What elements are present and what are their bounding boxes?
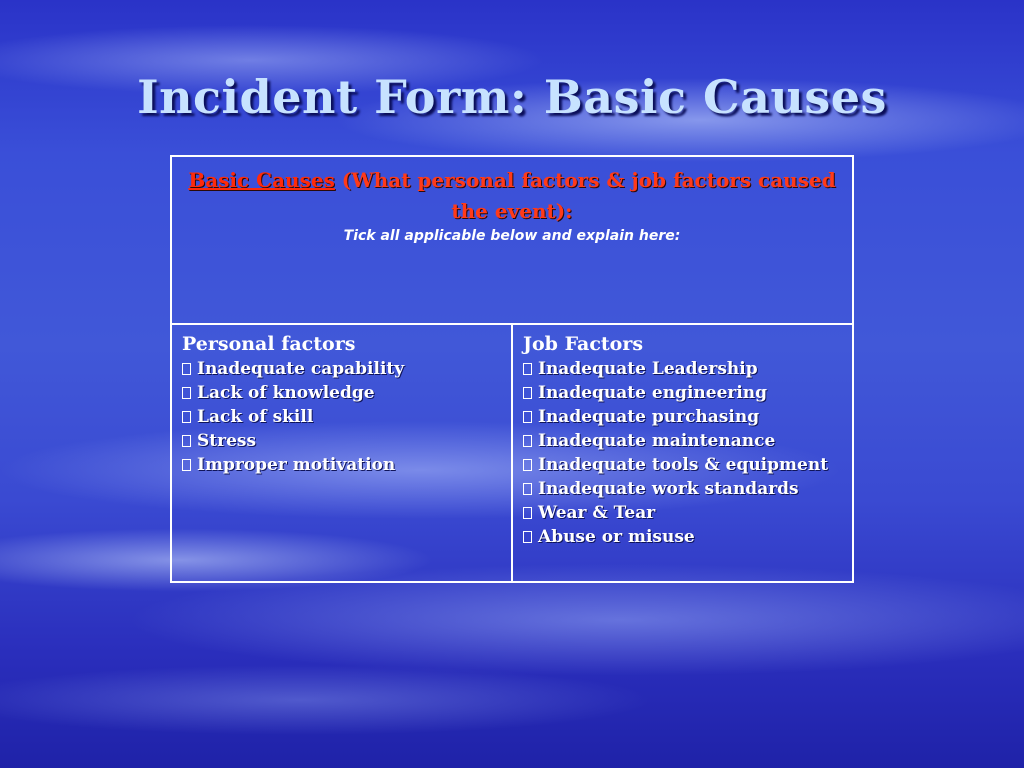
slide-title: Incident Form: Basic Causes [137, 70, 887, 124]
job-factor-label: Inadequate maintenance [538, 431, 776, 451]
checkbox-icon[interactable] [182, 435, 191, 447]
personal-factor-item[interactable] [182, 381, 501, 405]
incident-form-table [170, 155, 854, 583]
basic-causes-header-cell[interactable] [171, 156, 853, 324]
basic-causes-label: Basic Causes [188, 168, 335, 192]
job-factor-label: Wear & Tear [538, 503, 656, 523]
personal-factor-label: Improper motivation [197, 455, 396, 475]
job-factors-cell [512, 324, 853, 582]
checkbox-icon[interactable] [182, 459, 191, 471]
personal-factors-cell [171, 324, 512, 582]
checkbox-icon[interactable] [523, 531, 532, 543]
job-factor-item[interactable] [523, 501, 842, 525]
personal-factor-label: Inadequate capability [197, 359, 405, 379]
personal-factor-label: Lack of knowledge [197, 383, 375, 403]
job-factor-item[interactable] [523, 453, 842, 477]
job-factor-label: Inadequate purchasing [538, 407, 760, 427]
job-factor-label: Inadequate work standards [538, 479, 799, 499]
checkbox-icon[interactable] [523, 363, 532, 375]
job-factor-label: Inadequate tools & equipment [538, 455, 829, 475]
personal-factors-heading: Personal factors [182, 333, 356, 355]
basic-causes-question: (What personal factors & job factors caused the event): [334, 168, 836, 223]
job-factor-item[interactable] [523, 405, 842, 429]
checkbox-icon[interactable] [523, 507, 532, 519]
job-factor-item[interactable] [523, 477, 842, 501]
checkbox-icon[interactable] [523, 387, 532, 399]
header-line [172, 165, 852, 227]
personal-factor-label: Stress [197, 431, 257, 451]
checkbox-icon[interactable] [182, 411, 191, 423]
checkbox-icon[interactable] [523, 411, 532, 423]
personal-factor-label: Lack of skill [197, 407, 314, 427]
job-factor-label: Inadequate Leadership [538, 359, 758, 379]
job-factor-item[interactable] [523, 357, 842, 381]
personal-factor-item[interactable] [182, 405, 501, 429]
checkbox-icon[interactable] [523, 483, 532, 495]
job-factor-item[interactable] [523, 525, 842, 549]
job-factors-heading: Job Factors [523, 333, 644, 355]
personal-factor-item[interactable] [182, 429, 501, 453]
checkbox-icon[interactable] [523, 459, 532, 471]
personal-factor-item[interactable] [182, 453, 501, 477]
personal-factor-item[interactable] [182, 357, 501, 381]
checkbox-icon[interactable] [523, 435, 532, 447]
job-factor-item[interactable] [523, 381, 842, 405]
job-factor-label: Inadequate engineering [538, 383, 768, 403]
tick-instruction: Tick all applicable below and explain here: [343, 228, 681, 244]
job-factor-item[interactable] [523, 429, 842, 453]
checkbox-icon[interactable] [182, 363, 191, 375]
checkbox-icon[interactable] [182, 387, 191, 399]
job-factor-label: Abuse or misuse [538, 527, 695, 547]
